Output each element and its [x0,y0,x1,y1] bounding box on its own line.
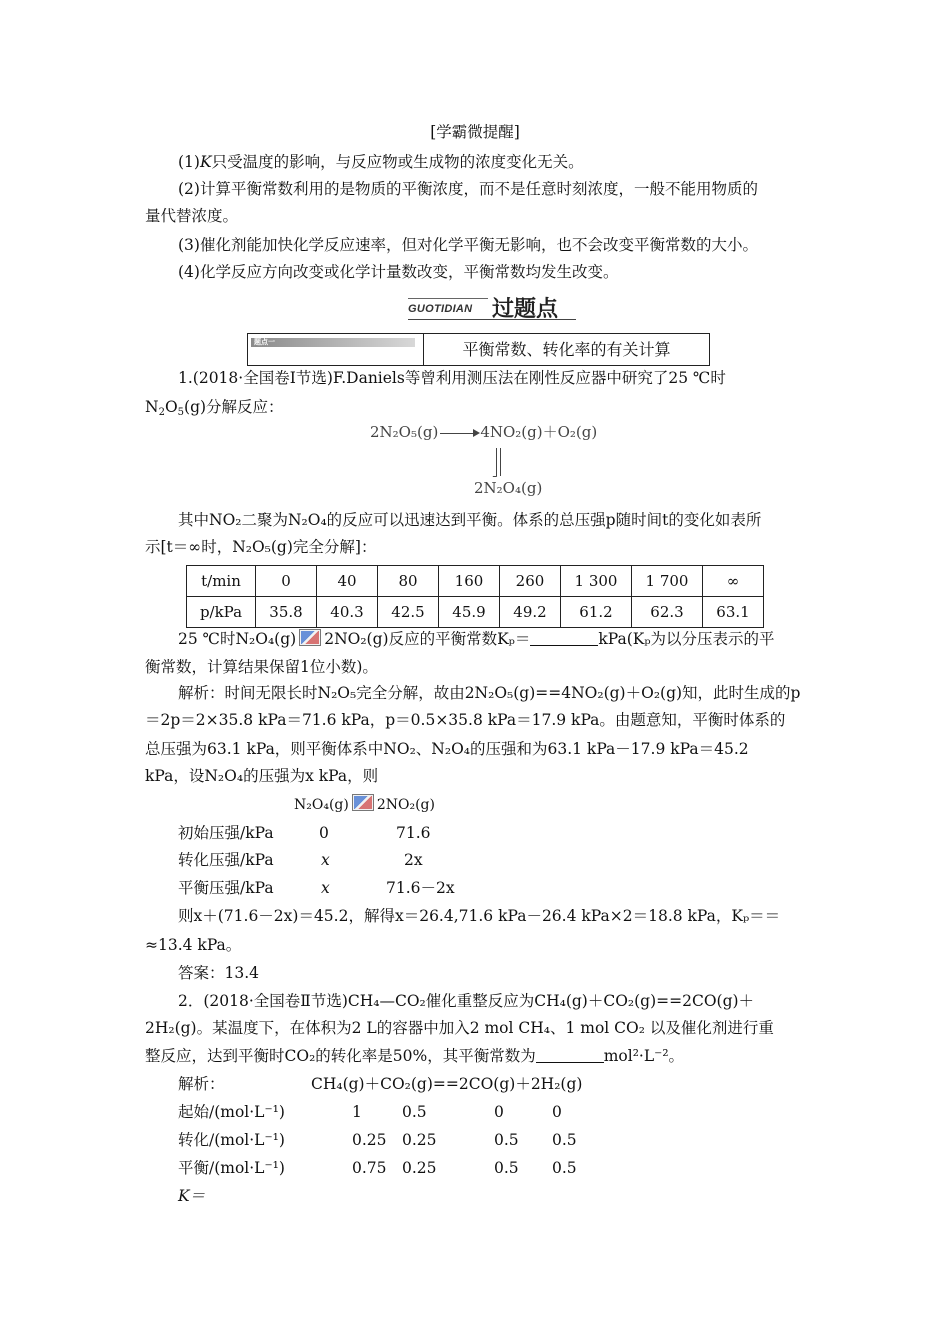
q2-ice-row-value: 0.5 [494,1159,519,1177]
table-cell: 49.2 [500,597,561,628]
table-cell: t/min [187,566,256,597]
vertical-equilibrium-icon [494,448,504,478]
banner-overline [408,298,488,299]
q2-k-label: K＝ [178,1187,206,1205]
table-cell: 35.8 [256,597,317,628]
banner-english: GUOTIDIAN [408,303,473,315]
q1-ice-row-value: 2x [404,851,423,869]
q1-ice-row-label: 转化压强/kPa [178,851,274,869]
q1-result-line-1: 则x＋(71.6－2x)＝45.2，解得x＝26.4,71.6 kPa－26.4 kPa×2＝18.8 kPa，Kₚ＝＝ [178,907,781,925]
topic-tag-bar: 题点一 [251,338,415,347]
q1-ice-row-label: 初始压强/kPa [178,824,274,842]
answer-blank [530,631,598,646]
q1-para-line-1: 其中NO₂二聚为N₂O₄的反应可以迅速达到平衡。体系的总压强p随时间t的变化如表所 [178,511,762,529]
q2-ice-row-value: 0.25 [402,1159,437,1177]
equilibrium-arrow-icon [299,629,321,646]
table-cell: 45.9 [439,597,500,628]
q2-line-2: 2H₂(g)。某温度下，在体积为2 L的容器中加入2 mol CH₄、1 mol CO₂ 以及催化剂进行重 [145,1019,774,1037]
banner-title: 过题点 [492,297,559,322]
table-cell: 42.5 [378,597,439,628]
table-cell: 62.3 [632,597,703,628]
q2-ice-row-value: 0.5 [494,1131,519,1149]
table-cell: 160 [439,566,500,597]
q1-para-line-2: 示[t＝∞时，N₂O₅(g)完全分解]： [145,538,377,556]
q1-answer: 答案：13.4 [178,964,260,982]
banner-underline [408,319,576,320]
tip-item-2-cont: 量代替浓度。 [145,207,239,225]
q1-ice-equation: N₂O₄(g) 2NO₂(g) [294,794,435,816]
topic-box [247,333,710,366]
table-cell: 260 [500,566,561,597]
q1-result-line-2: ≈13.4 kPa。 [145,936,242,954]
q2-ice-row-value: 1 [352,1103,362,1121]
q2-ice-row-value: 0.75 [352,1159,387,1177]
q1-ice-row-label: 平衡压强/kPa [178,879,274,897]
q2-ice-row-value: 0.25 [402,1131,437,1149]
q2-ice-row-value: 0.5 [402,1103,427,1121]
section-banner [408,294,578,324]
table-cell: 1 300 [561,566,632,597]
topic-title: 平衡常数、转化率的有关计算 [462,340,671,359]
q1-solution-line-2: ＝2p＝2×35.8 kPa＝71.6 kPa，p＝0.5×35.8 kPa＝17.9 kPa。由题意知，平衡时体系的 [145,711,786,729]
q2-line-3: 整反应，达到平衡时CO₂的转化率是50%，其平衡常数为 mol²·L⁻²。 [145,1047,685,1065]
tip-item-1: (1)K只受温度的影响，与反应物或生成物的浓度变化无关。 [178,153,584,171]
q1-ask-line-1: 25 ℃时N₂O₄(g) 2NO₂(g)反应的平衡常数Kₚ＝ kPa(Kₚ为以分压表示的平 [178,630,775,648]
table-cell: 1 700 [632,566,703,597]
q2-solution-label: 解析： [178,1075,225,1093]
table-cell: 40 [317,566,378,597]
q2-ice-row-label: 平衡/(mol·L⁻¹) [178,1159,285,1177]
q1-solution-line-3: 总压强为63.1 kPa，则平衡体系中NO₂、N₂O₄的压强和为63.1 kPa－17.9 kPa＝45.2 [145,740,749,758]
q2-solution-equation: CH₄(g)＋CO₂(g)==2CO(g)＋2H₂(g) [311,1075,583,1093]
table-cell: 40.3 [317,597,378,628]
q2-ice-row-value: 0.5 [552,1131,577,1149]
tip-item-4: (4)化学反应方向改变或化学计量数改变，平衡常数均发生改变。 [178,263,619,281]
table-row [187,597,764,628]
table-row [187,566,764,597]
q2-ice-row-value: 0.5 [552,1159,577,1177]
q2-ice-row-value: 0 [552,1103,562,1121]
q1-ice-row-value: 0 [319,824,329,842]
table-cell: 61.2 [561,597,632,628]
table-cell: 63.1 [703,597,764,628]
q2-line-1: 2．(2018·全国卷Ⅱ节选)CH₄—CO₂催化重整反应为CH₄(g)＋CO₂(g)==2CO(g)＋ [178,992,755,1010]
topic-tag [248,334,424,365]
q2-ice-row-value: 0.25 [352,1131,387,1149]
tips-heading: [学霸微提醒] [430,123,520,141]
q1-ask-line-2: 衡常数，计算结果保留1位小数)。 [145,658,378,676]
pressure-time-table [186,565,764,628]
reaction-scheme-bottom: 2N₂O₄(g) [474,479,543,497]
q2-ice-row-label: 转化/(mol·L⁻¹) [178,1131,285,1149]
q1-ice-row-value: 71.6 [396,824,431,842]
q1-ice-row-value: x [321,879,330,897]
q1-ice-row-value: 71.6－2x [386,879,455,897]
q1-line-1: 1.(2018·全国卷Ⅰ节选)F.Daniels等曾利用测压法在刚性反应器中研究了25 ℃时 [178,369,726,387]
table-cell: 80 [378,566,439,597]
q1-solution-line-4: kPa，设N₂O₄的压强为x kPa，则 [145,767,379,785]
q1-ice-row-value: x [321,851,330,869]
table-cell: ∞ [703,566,764,597]
equilibrium-arrow-icon [352,794,374,811]
q1-solution-line-1: 解析：时间无限长时N₂O₅完全分解，故由2N₂O₅(g)==4NO₂(g)＋O₂(g)知，此时生成的p [178,684,801,702]
q2-ice-row-value: 0 [494,1103,504,1121]
reaction-arrow-icon [440,433,478,434]
answer-blank [536,1048,604,1063]
table-cell: p/kPa [187,597,256,628]
tip-item-3: (3)催化剂能加快化学反应速率，但对化学平衡无影响，也不会改变平衡常数的大小。 [178,236,758,254]
tip-item-2: (2)计算平衡常数利用的是物质的平衡浓度，而不是任意时刻浓度，一般不能用物质的 [178,180,758,198]
reaction-scheme-top: 2N₂O₅(g) 4NO₂(g)＋O₂(g) [370,423,598,441]
q1-line-2: $N_2O_5(g)$分解反应： [145,398,284,418]
table-cell: 0 [256,566,317,597]
q2-ice-row-label: 起始/(mol·L⁻¹) [178,1103,285,1121]
